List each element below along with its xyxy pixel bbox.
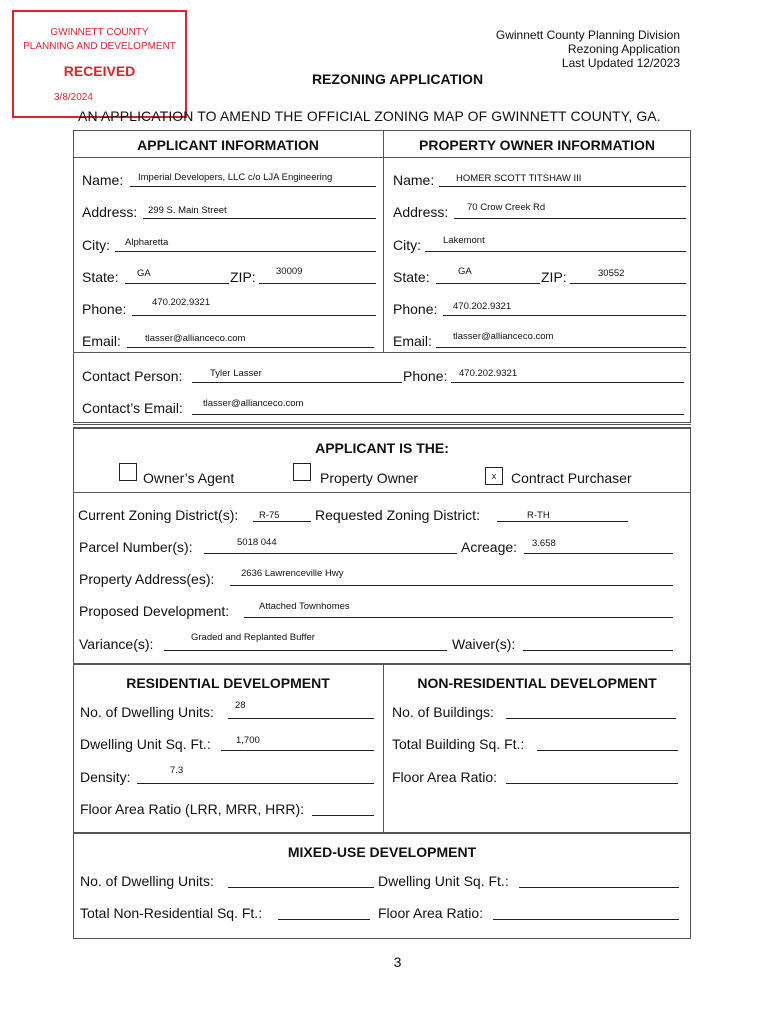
property-address-line[interactable]	[230, 585, 673, 586]
mixed-far-line[interactable]	[493, 919, 679, 920]
header-info	[496, 28, 680, 70]
res-units-value[interactable]: 28	[235, 700, 246, 711]
res-units-line[interactable]	[228, 718, 374, 719]
owners-agent-checkbox[interactable]	[119, 463, 137, 481]
requested-zoning-label: Requested Zoning District:	[315, 507, 480, 523]
res-far-label: Floor Area Ratio (LRR, MRR, HRR):	[80, 801, 305, 817]
applicant-zip-line[interactable]	[259, 283, 376, 284]
variance-label: Variance(s):	[79, 636, 154, 652]
owner-heading: PROPERTY OWNER INFORMATION	[419, 137, 655, 153]
stamp-county: GWINNETT COUNTY	[50, 27, 149, 38]
owner-zip-value[interactable]: 30552	[598, 268, 625, 279]
requested-zoning-value[interactable]: R-TH	[527, 510, 550, 521]
header-form: Rezoning Application	[567, 42, 680, 56]
applicant-address-line[interactable]	[143, 218, 376, 219]
nonres-far-label: Floor Area Ratio:	[392, 769, 498, 785]
applicant-phone-line[interactable]	[132, 315, 376, 316]
owner-phone-value[interactable]: 470.202.9321	[453, 301, 512, 312]
waiver-label: Waiver(s):	[452, 636, 516, 652]
mixed-sqft-line[interactable]	[519, 887, 679, 888]
owner-address-label: Address:	[393, 204, 449, 220]
current-zoning-value[interactable]: R-75	[259, 510, 280, 521]
applicant-phone-value[interactable]: 470.202.9321	[152, 297, 211, 308]
current-zoning-line[interactable]	[253, 521, 311, 522]
property-owner-checkbox[interactable]	[293, 463, 311, 481]
owner-phone-line[interactable]	[443, 315, 686, 316]
applicant-is-heading: APPLICANT IS THE:	[315, 440, 449, 456]
proposed-development-line[interactable]	[244, 617, 673, 618]
mixed-nonres-label: Total Non-Residential Sq. Ft.:	[80, 905, 263, 921]
contact-phone-label: Phone:	[403, 368, 448, 384]
owner-state-label: State:	[393, 269, 430, 285]
parcel-number-value[interactable]: 5018 044	[237, 537, 277, 548]
contact-email-line[interactable]	[192, 414, 684, 415]
contact-phone-value[interactable]: 470.202.9321	[459, 368, 518, 379]
header-dept: Gwinnett County Planning Division	[495, 28, 680, 42]
applicant-city-value[interactable]: Alpharetta	[125, 237, 169, 248]
owner-address-line[interactable]	[454, 218, 686, 219]
applicant-state-line[interactable]	[125, 283, 229, 284]
owner-zip-line[interactable]	[570, 283, 686, 284]
applicant-email-line[interactable]	[127, 347, 374, 348]
parcel-number-label: Parcel Number(s):	[79, 539, 193, 555]
variance-line[interactable]	[164, 650, 447, 651]
mixed-far-label: Floor Area Ratio:	[378, 905, 484, 921]
applicant-phone-label: Phone:	[82, 301, 127, 317]
page-subtitle: AN APPLICATION TO AMEND THE OFFICIAL ZONING MAP OF GWINNETT COUNTY, GA.	[78, 108, 661, 124]
contract-purchaser-label: Contract Purchaser	[511, 470, 632, 486]
owner-name-label: Name:	[393, 172, 435, 188]
mixed-nonres-line[interactable]	[278, 919, 370, 920]
stamp-dept: PLANNING AND DEVELOPMENT	[23, 41, 176, 52]
res-sqft-line[interactable]	[221, 750, 374, 751]
page-title: REZONING APPLICATION	[311, 71, 484, 87]
mixed-units-line[interactable]	[228, 887, 374, 888]
property-owner-label: Property Owner	[320, 470, 419, 486]
nonres-sqft-label: Total Building Sq. Ft.:	[392, 736, 525, 752]
proposed-development-label: Proposed Development:	[79, 603, 230, 619]
applicant-zip-label: ZIP:	[230, 269, 256, 285]
applicant-city-line[interactable]	[115, 251, 376, 252]
res-density-value[interactable]: 7.3	[170, 765, 184, 776]
owner-email-line[interactable]	[436, 347, 686, 348]
owner-state-line[interactable]	[436, 283, 540, 284]
nonresidential-heading: NON-RESIDENTIAL DEVELOPMENT	[417, 675, 657, 691]
stamp-received: RECEIVED	[63, 63, 136, 79]
owner-city-value[interactable]: Lakemont	[443, 235, 485, 246]
owner-city-label: City:	[393, 237, 421, 253]
applicant-zip-value[interactable]: 30009	[276, 266, 303, 277]
acreage-label: Acreage:	[461, 539, 518, 555]
applicant-email-label: Email:	[82, 333, 121, 349]
property-address-value[interactable]: 2636 Lawrenceville Hwy	[241, 568, 344, 579]
contact-person-label: Contact Person:	[82, 368, 183, 384]
header-updated: Last Updated 12/2023	[561, 56, 680, 70]
variance-value[interactable]: Graded and Replanted Buffer	[191, 632, 315, 643]
applicant-city-label: City:	[82, 237, 110, 253]
nonres-far-line[interactable]	[506, 783, 678, 784]
applicant-state-label: State:	[82, 269, 119, 285]
requested-zoning-line[interactable]	[497, 521, 628, 522]
stamp-date: 3/8/2024	[54, 92, 93, 103]
res-density-label: Density:	[80, 769, 131, 785]
contact-person-value[interactable]: Tyler Lasser	[210, 368, 262, 379]
applicant-name-label: Name:	[82, 172, 124, 188]
proposed-development-value[interactable]: Attached Townhomes	[259, 601, 350, 612]
contract-purchaser-checkbox[interactable]: x	[485, 467, 503, 485]
owner-zip-label: ZIP:	[541, 269, 567, 285]
applicant-heading: APPLICANT INFORMATION	[137, 137, 319, 153]
res-sqft-value[interactable]: 1,700	[236, 735, 260, 746]
received-stamp	[12, 10, 187, 118]
waiver-line[interactable]	[523, 650, 673, 651]
res-density-line[interactable]	[137, 783, 374, 784]
res-far-line[interactable]	[312, 815, 374, 816]
nonres-buildings-label: No. of Buildings:	[392, 704, 494, 720]
residential-heading: RESIDENTIAL DEVELOPMENT	[126, 675, 330, 691]
owner-address-value[interactable]: 70 Crow Creek Rd	[467, 202, 546, 213]
parcel-number-line[interactable]	[204, 553, 457, 554]
contact-email-label: Contact’s Email:	[82, 400, 183, 416]
owner-state-value[interactable]: GA	[458, 266, 472, 277]
acreage-value[interactable]: 3.658	[532, 538, 556, 549]
property-address-label: Property Address(es):	[79, 571, 215, 587]
nonres-buildings-line[interactable]	[506, 718, 676, 719]
contact-phone-line[interactable]	[451, 382, 684, 383]
current-zoning-label: Current Zoning District(s):	[78, 507, 239, 523]
owner-name-value[interactable]: HOMER SCOTT TITSHAW III	[456, 173, 582, 184]
owners-agent-label: Owner’s Agent	[143, 470, 235, 486]
nonres-sqft-line[interactable]	[537, 750, 678, 751]
applicant-address-label: Address:	[82, 204, 138, 220]
owner-name-line[interactable]	[439, 186, 686, 187]
owner-email-label: Email:	[393, 333, 432, 349]
applicant-email-value[interactable]: tlasser@allianceco.com	[145, 333, 246, 344]
res-units-label: No. of Dwelling Units:	[80, 704, 214, 720]
owner-email-value[interactable]: tlasser@allianceco.com	[453, 331, 554, 342]
owner-phone-label: Phone:	[393, 301, 438, 317]
mixed-use-heading: MIXED-USE DEVELOPMENT	[287, 844, 477, 860]
applicant-address-value[interactable]: 299 S. Main Street	[148, 205, 227, 216]
contact-email-value[interactable]: tlasser@allianceco.com	[203, 398, 304, 409]
acreage-line[interactable]	[524, 553, 673, 554]
mixed-units-label: No. of Dwelling Units:	[80, 873, 214, 889]
res-sqft-label: Dwelling Unit Sq. Ft.:	[80, 736, 211, 752]
applicant-name-line[interactable]	[130, 186, 376, 187]
page-number: 3	[393, 954, 402, 970]
mixed-sqft-label: Dwelling Unit Sq. Ft.:	[378, 873, 509, 889]
contact-person-line[interactable]	[192, 382, 402, 383]
owner-city-line[interactable]	[425, 251, 686, 252]
applicant-name-value[interactable]: Imperial Developers, LLC c/o LJA Engineering	[138, 172, 333, 183]
applicant-state-value[interactable]: GA	[137, 268, 151, 279]
